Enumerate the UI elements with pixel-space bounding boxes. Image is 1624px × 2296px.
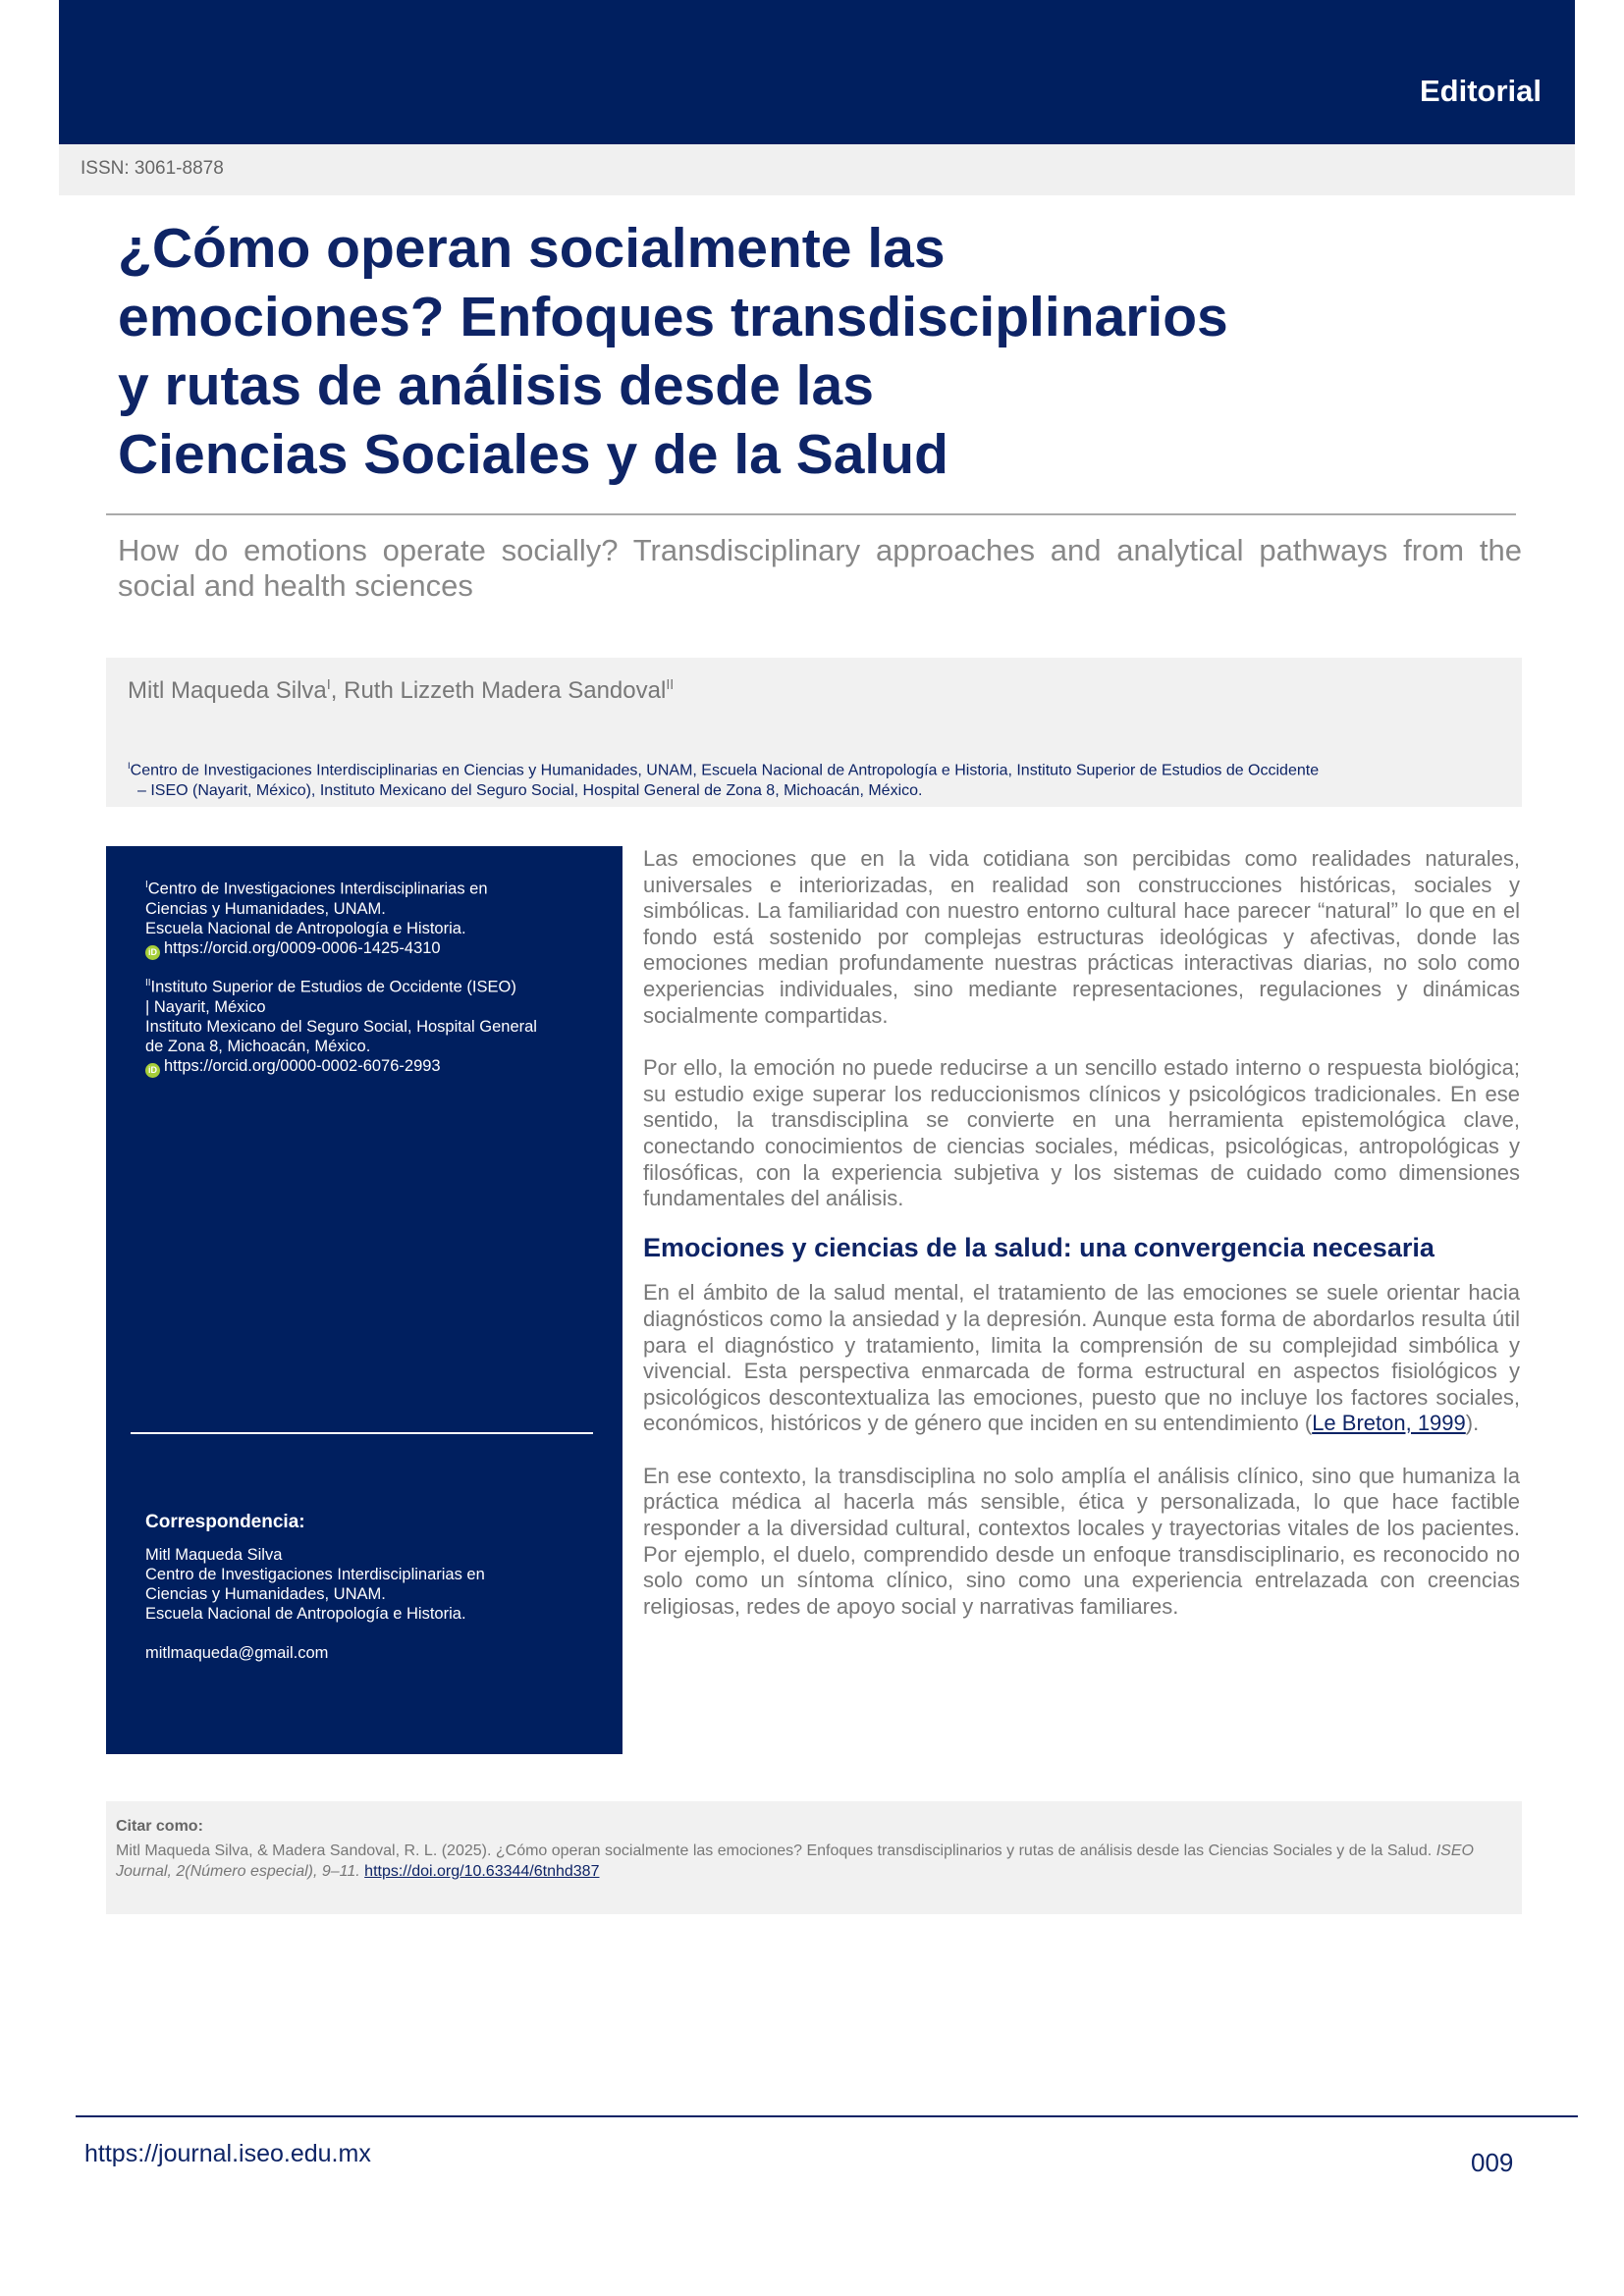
email-link[interactable]: mitlmaqueda@gmail.com bbox=[145, 1644, 329, 1662]
sidebar bbox=[106, 846, 623, 1754]
paragraph: Por ello, la emoción no puede reducirse a un sencillo estado interno o respuesta biológica; su estudio exige superar los reduccionismos clínicos y psicológicos tradicionales. En ese sentido, la transdisciplina se convierte en una herramienta epistemológica clave, conectando conocimientos de ciencias sociales, médicas, psicológicas, antropológicas y filosóficas, con la experiencia subjetiva y los sistemas de cuidado como dimensiones fundamentales del análisis. bbox=[643, 1055, 1520, 1211]
line: Ciencias y Humanidades, UNAM. bbox=[145, 899, 386, 918]
paragraph: Las emociones que en la vida cotidiana son percibidas como realidades naturales, universales e interiorizadas, en realidad son construcciones históricas, sociales y simbólicas. La familiaridad con nuestro entorno cultural hace parecer “natural” lo que en el fondo está sostenido por complejas estructuras ideológicas y afectivas, donde las emociones median profundamente nuestras prácticas interactivas diarias, no solo como experiencias individuales, sino mediante representaciones, regulaciones y dinámicas socialmente compartidas. bbox=[643, 846, 1520, 1028]
line: Centro de Investigaciones Interdisciplinarias en bbox=[145, 1566, 485, 1583]
line: Centro de Investigaciones Interdisciplinarias en bbox=[147, 880, 488, 898]
text: ). bbox=[1465, 1411, 1480, 1436]
affiliations bbox=[128, 756, 1522, 801]
title-line: y rutas de análisis desde las bbox=[118, 354, 874, 417]
affiliation-2 bbox=[145, 974, 597, 1078]
aff-line: – ISEO (Nayarit, México), Instituto Mexicano del Seguro Social, Hospital General de Zona 8, Michoacán, México. bbox=[137, 782, 923, 800]
citation-link[interactable]: Le Breton, 1999 bbox=[1312, 1411, 1466, 1436]
issn: ISSN: 3061-8878 bbox=[59, 144, 1575, 195]
orcid-icon: iD bbox=[145, 945, 160, 960]
correspondence-title: Correspondencia: bbox=[145, 1512, 305, 1532]
authors-box bbox=[106, 658, 1522, 807]
line: de Zona 8, Michoacán, México. bbox=[145, 1037, 371, 1055]
line: Escuela Nacional de Antropología e Historia. bbox=[145, 919, 466, 937]
title-line: Ciencias Sociales y de la Salud bbox=[118, 423, 948, 486]
text: En el ámbito de la salud mental, el tratamiento de las emociones se suele orientar hacia diagnósticos como la ansiedad y la depresión. Aunque esta forma de abordarlos resulta útil para el diagnóstico y tratamiento, limita la comprensión de su complejidad simbólica y vivencial. Esta perspectiva enmarcada de forma estructural en aspectos fisiológicos y psicológicos descontextualiza las emociones, puesto que no incluye los factores sociales, económicos, históricos y de género que inciden en su entendimiento ( bbox=[643, 1280, 1520, 1436]
cite-box bbox=[106, 1801, 1522, 1914]
sup: I bbox=[128, 761, 131, 772]
affiliation-1 bbox=[145, 876, 597, 960]
sidebar-divider bbox=[131, 1432, 593, 1434]
english-subtitle: How do emotions operate socially? Transdisciplinary approaches and analytical pathways from the social and health sciences bbox=[118, 533, 1522, 603]
author: Ruth Lizzeth Madera Sandoval bbox=[344, 677, 667, 704]
footer-line bbox=[76, 2115, 1578, 2117]
orcid-link[interactable]: https://orcid.org/0009-0006-1425-4310 bbox=[164, 938, 441, 957]
paragraph bbox=[643, 1280, 1520, 1437]
sup: II bbox=[666, 677, 675, 693]
line: Instituto Superior de Estudios de Occidente (ISEO) bbox=[150, 978, 516, 996]
orcid-icon: iD bbox=[145, 1063, 160, 1078]
author-names bbox=[128, 677, 674, 705]
orcid-link[interactable]: https://orcid.org/0000-0002-6076-2993 bbox=[164, 1056, 441, 1075]
section-label: Editorial bbox=[1419, 74, 1542, 108]
line: Mitl Maqueda Silva bbox=[145, 1546, 283, 1564]
header-band bbox=[59, 0, 1575, 144]
journal-url[interactable]: https://journal.iseo.edu.mx bbox=[84, 2140, 371, 2167]
aff-line: Centro de Investigaciones Interdisciplinarias en Ciencias y Humanidades, UNAM, Escuela Nacional de Antropología e Historia, Instituto Superior de Estudios de Occidente bbox=[130, 762, 1320, 779]
paragraph: En ese contexto, la transdisciplina no solo amplía el análisis clínico, sino que humaniza la práctica médica al hacerla más sensible, ética y personalizada, lo que hace factible responder a la diversidad cultural, contextos locales y trayectorias vitales de los pacientes. Por ejemplo, el duelo, comprendido desde un enfoque transdisciplinario, es reconocido no solo como un síntoma clínico, sino como una experiencia entrelazada con creencias religiosas, redes de apoyo social y narrativas familiares. bbox=[643, 1463, 1520, 1619]
doi-link[interactable]: https://doi.org/10.63344/6tnhd387 bbox=[364, 1863, 600, 1880]
line: Instituto Mexicano del Seguro Social, Hospital General bbox=[145, 1017, 537, 1036]
section-heading: Emociones y ciencias de la salud: una convergencia necesaria bbox=[643, 1232, 1435, 1262]
sup: I bbox=[326, 677, 331, 693]
sup: I bbox=[145, 880, 148, 890]
line: Escuela Nacional de Antropología e Historia. bbox=[145, 1605, 466, 1623]
correspondence bbox=[145, 1545, 597, 1663]
divider bbox=[106, 513, 1516, 515]
cite-text: Mitl Maqueda Silva, & Madera Sandoval, R. L. (2025). ¿Cómo operan socialmente las emociones? Enfoques transdisciplinarios y rutas de análisis desde las Ciencias Sociales y de la Salud. bbox=[116, 1842, 1436, 1859]
line: Ciencias y Humanidades, UNAM. bbox=[145, 1585, 386, 1603]
page-number: 009 bbox=[1471, 2148, 1514, 2177]
article-title bbox=[118, 214, 1394, 489]
sep: , bbox=[330, 677, 345, 704]
sup: II bbox=[145, 978, 151, 988]
author: Mitl Maqueda Silva bbox=[128, 677, 327, 704]
title-line: emociones? Enfoques transdisciplinarios bbox=[118, 286, 1228, 348]
cite-label: Citar como: bbox=[116, 1818, 203, 1835]
line: | Nayarit, México bbox=[145, 997, 266, 1016]
cite-journal: ISEO Journal, 2(Número especial), 9–11. bbox=[116, 1842, 1474, 1880]
article-body bbox=[643, 846, 1520, 1646]
title-line: ¿Cómo operan socialmente las bbox=[118, 217, 946, 280]
